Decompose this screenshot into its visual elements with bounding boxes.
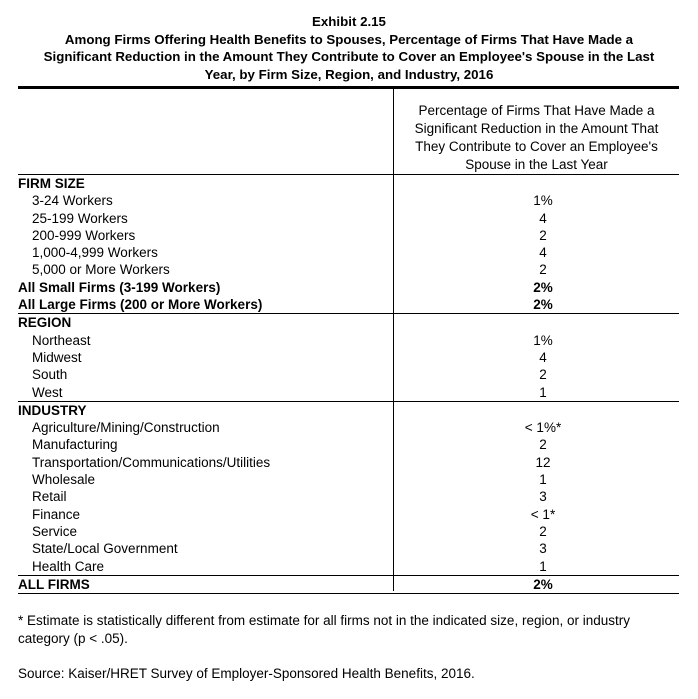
row-label: FIRM SIZE	[18, 175, 407, 193]
row-value: < 1%*	[524, 420, 562, 436]
exhibit-number: Exhibit 2.15	[312, 14, 386, 29]
row-label: Wholesale	[32, 472, 96, 488]
title-divider	[18, 86, 679, 89]
row-label: Agriculture/Mining/Construction	[32, 420, 220, 436]
row-label: South	[32, 367, 68, 383]
section-row	[18, 175, 679, 193]
row-label: 200-999 Workers	[32, 227, 136, 243]
section-row	[18, 314, 679, 332]
row-value: 12	[535, 454, 551, 470]
footnote	[18, 612, 668, 647]
row-label: ALL FIRMS	[18, 575, 407, 593]
title-line: Year, by Firm Size, Region, and Industry, 2016	[204, 66, 494, 82]
table-row	[18, 384, 679, 402]
row-label: 3-24 Workers	[32, 193, 113, 209]
section-row	[18, 401, 679, 419]
row-value: 4	[539, 245, 547, 261]
table-row	[18, 332, 679, 349]
row-value: < 1*	[530, 506, 556, 522]
column-header	[394, 102, 679, 174]
table-row	[18, 261, 679, 278]
row-label: REGION	[18, 314, 407, 332]
table-row	[18, 349, 679, 366]
table-row	[18, 436, 679, 453]
row-value	[407, 175, 679, 193]
row-label: Retail	[32, 489, 67, 505]
footnote-line: category (p < .05).	[18, 630, 128, 646]
row-label: 5,000 or More Workers	[32, 262, 170, 278]
title-line: Significant Reduction in the Amount They Contribute to Cover an Employee's Spouse in the Last	[43, 49, 655, 64]
row-value	[407, 401, 679, 419]
source-note: Source: Kaiser/HRET Survey of Employer-Sponsored Health Benefits, 2016.	[18, 666, 475, 681]
row-label: Health Care	[32, 558, 105, 574]
data-table	[18, 174, 679, 594]
row-label: Midwest	[32, 349, 82, 365]
row-value: 1	[539, 558, 547, 574]
table-row	[18, 192, 679, 209]
table-row	[18, 506, 679, 523]
table-row	[18, 366, 679, 383]
row-value: 3	[539, 489, 547, 505]
table-row	[18, 558, 679, 576]
row-value: 1%	[533, 193, 553, 209]
row-value: 2%	[533, 279, 553, 295]
row-value: 2	[539, 523, 547, 539]
table-row	[18, 210, 679, 227]
table-row	[18, 296, 679, 314]
row-label: Manufacturing	[32, 437, 118, 453]
table-row	[18, 488, 679, 505]
row-label: State/Local Government	[32, 541, 178, 557]
row-label: 25-199 Workers	[32, 210, 128, 226]
footnote-line: * Estimate is statistically different from estimate for all firms not in the indicated size, region, or industry	[18, 613, 630, 628]
row-value: 2	[539, 227, 547, 243]
column-header-line: Percentage of Firms That Have Made a	[418, 103, 655, 118]
column-header-line: They Contribute to Cover an Employee's	[415, 139, 658, 154]
table-row	[18, 454, 679, 471]
table-row	[18, 244, 679, 261]
column-header-line: Significant Reduction in the Amount That	[414, 121, 659, 136]
row-value: 3	[539, 541, 547, 557]
row-value: 2	[539, 367, 547, 383]
row-label: Finance	[32, 506, 81, 522]
row-value: 1%	[533, 332, 553, 348]
row-value: 2	[539, 262, 547, 278]
row-value: 4	[539, 210, 547, 226]
row-label: Northeast	[32, 332, 91, 348]
row-label: All Large Firms (200 or More Workers)	[18, 297, 263, 313]
table-row	[18, 540, 679, 557]
total-row	[18, 575, 679, 593]
row-value: 4	[539, 349, 547, 365]
table-row	[18, 279, 679, 296]
row-value: 1	[539, 384, 547, 400]
row-label: 1,000-4,999 Workers	[32, 245, 158, 261]
row-label: All Small Firms (3-199 Workers)	[18, 279, 221, 295]
title-line: Among Firms Offering Health Benefits to Spouses, Percentage of Firms That Have Made a	[64, 31, 634, 47]
row-label: Service	[32, 523, 78, 539]
row-value: 2%	[533, 297, 553, 313]
column-header-line: Spouse in the Last Year	[465, 157, 608, 172]
table-row	[18, 227, 679, 244]
row-value: 1	[539, 472, 547, 488]
row-value: 2%	[407, 575, 679, 593]
row-label: West	[32, 384, 63, 400]
table-row	[18, 419, 679, 436]
row-value: 2	[539, 437, 547, 453]
row-label: Transportation/Communications/Utilities	[32, 454, 271, 470]
table-row	[18, 471, 679, 488]
exhibit-title-block	[0, 13, 698, 83]
row-label: INDUSTRY	[18, 401, 407, 419]
table-row	[18, 523, 679, 540]
row-value	[407, 314, 679, 332]
